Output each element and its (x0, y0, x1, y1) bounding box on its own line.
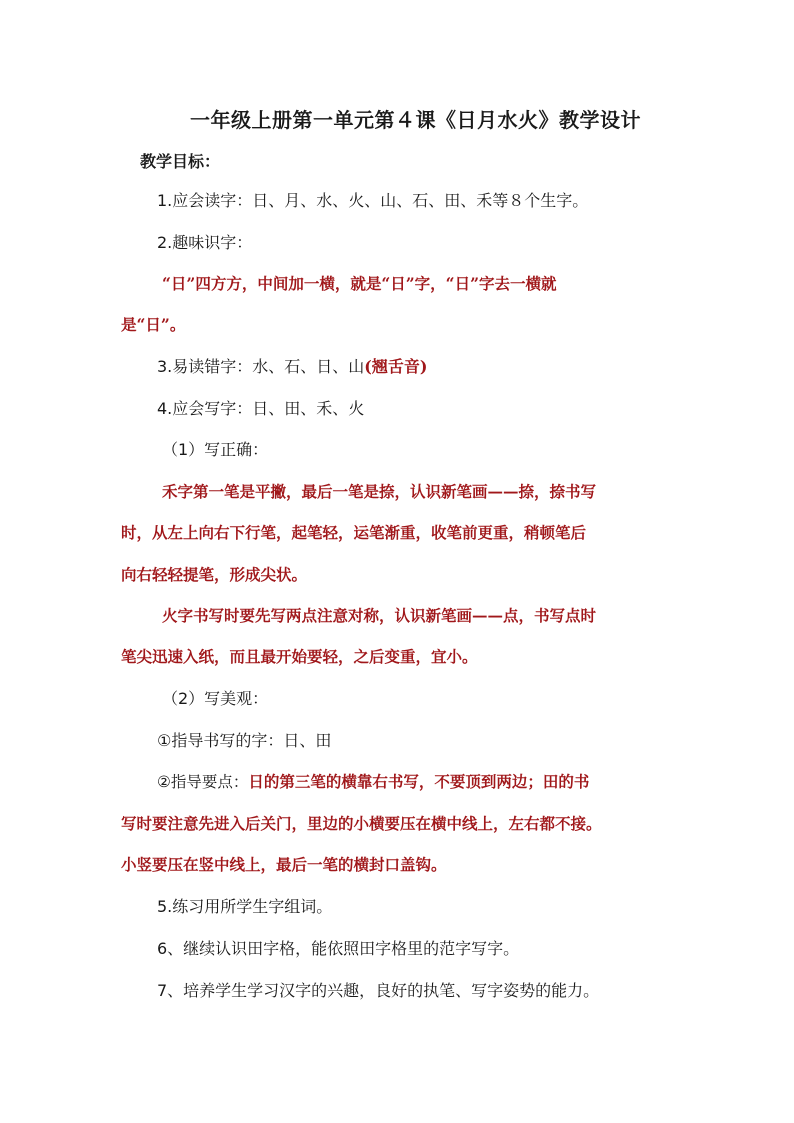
fun-literacy-line-1: “日”四方方，中间加一横，就是“日”字，“日”字去一横就 (162, 274, 557, 293)
guide-item-1: ①指导书写的字：日、田 (157, 731, 332, 750)
fun-literacy-line-2: 是“日”。 (121, 315, 186, 334)
guide-item-2-line-1 (157, 771, 589, 793)
subsection-write-beautifully: （2）写美观： (162, 689, 269, 708)
he-char-line-3: 向右轻轻提笔，形成尖状。 (121, 565, 308, 584)
objective-item-1: 1.应会读字：日、月、水、火、山、石、田、禾等８个生字。 (157, 191, 589, 210)
objective-item-3 (157, 356, 427, 378)
objective-item-7: 7、培养学生学习汉字的兴趣，良好的执笔、写字姿势的能力。 (157, 981, 600, 1000)
page-title: 一年级上册第一单元第４课《日月水火》教学设计 (190, 108, 641, 132)
he-char-line-2: 时，从左上向右下行笔，起笔轻，运笔渐重，收笔前更重，稍顿笔后 (121, 523, 587, 542)
section-heading-objectives: 教学目标： (140, 152, 221, 171)
huo-char-line-1: 火字书写时要先写两点注意对称，认识新笔画——点，书写点时 (162, 606, 597, 625)
huo-char-line-2: 笔尖迅速入纸，而且最开始要轻，之后变重，宜小。 (121, 647, 478, 666)
objective-item-2: 2.趣味识字： (157, 233, 253, 252)
objective-item-6: 6、继续认识田字格，能依照田字格里的范字写字。 (157, 939, 520, 958)
guide-item-2-line-2: 写时要注意先进入后关门，里边的小横要压在横中线上，左右都不接。 (121, 814, 602, 833)
objective-item-5: 5.练习用所学生字组词。 (157, 897, 333, 916)
subsection-write-correctly: （1）写正确： (162, 440, 269, 459)
objective-item-3-text: 3.易读错字：水、石、日、山 (157, 357, 365, 376)
guide-item-2-text: 日的第三笔的横靠右书写，不要顶到两边；田的书 (248, 772, 590, 791)
he-char-line-1: 禾字第一笔是平撇，最后一笔是捺，认识新笔画——捺，捺书写 (162, 482, 597, 501)
retroflex-note: (翘舌音) (364, 357, 428, 376)
guide-item-2-line-3: 小竖要压在竖中线上，最后一笔的横封口盖钩。 (121, 855, 447, 874)
guide-item-2-label: ②指导要点： (157, 773, 249, 791)
objective-item-4: 4.应会写字：日、田、禾、火 (157, 399, 365, 418)
